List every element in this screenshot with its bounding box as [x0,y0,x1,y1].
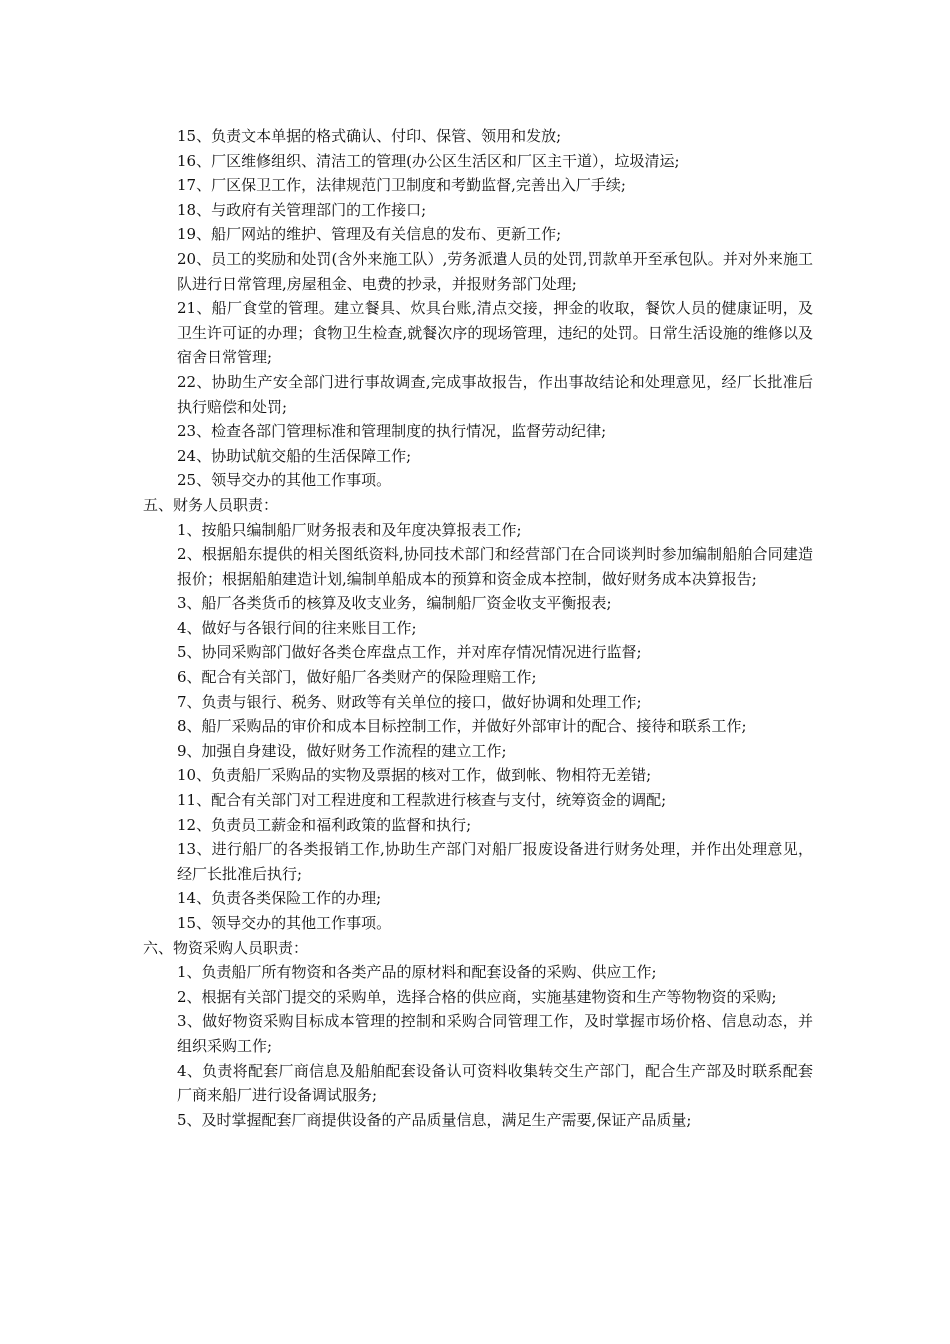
section-heading-finance: 五、财务人员职责： [143,495,279,514]
list-item: 7、负责与银行、税务、财政等有关单位的接口，做好协调和处理工作; [177,692,642,711]
list-item: 25、领导交办的其他工作事项。 [177,471,392,490]
list-item: 20、员工的奖励和处罚(含外来施工队）,劳务派遣人员的处罚,罚款单开至承包队。并对外来施工队进行日常管理,房屋租金、电费的抄录，并报财务部门处理; [177,249,813,293]
list-item: 16、厂区维修组织、清洁工的管理(办公区生活区和厂区主干道），垃圾清运; [177,151,680,170]
list-item: 1、按船只编制船厂财务报表和及年度决算报表工作; [177,520,522,539]
list-item: 15、领导交办的其他工作事项。 [177,914,392,932]
list-item: 13、进行船厂的各类报销工作,协助生产部门对船厂报废设备进行财务处理，并作出处理意见，经厂长批准后执行; [177,840,813,883]
list-item: 18、与政府有关管理部门的工作接口; [177,200,427,219]
document-body [143,124,813,1132]
list-item: 10、负责船厂采购品的实物及票据的核对工作，做到帐、物相符无差错; [177,766,652,785]
list-item: 2、根据船东提供的相关图纸资料,协同技术部门和经营部门在合同谈判时参加编制船舶合同建造报价；根据船舶建造计划,编制单船成本的预算和资金成本控制，做好财务成本决算报告; [177,545,813,588]
list-item: 1、负责船厂所有物资和各类产品的原材料和配套设备的采购、供应工作; [177,963,657,982]
list-item: 5、协同采购部门做好各类仓库盘点工作，并对库存情况情况进行监督; [177,643,642,662]
list-item: 6、配合有关部门，做好船厂各类财产的保险理赔工作; [177,668,537,687]
list-item: 3、做好物资采购目标成本管理的控制和采购合同管理工作，及时掌握市场价格、信息动态，并组织采购工作; [177,1012,813,1055]
list-item: 15、负责文本单据的格式确认、付印、保管、领用和发放; [177,127,562,145]
list-item: 9、加强自身建设，做好财务工作流程的建立工作; [177,741,507,760]
list-item: 3、船厂各类货币的核算及收支业务，编制船厂资金收支平衡报表; [177,594,612,613]
list-item: 23、检查各部门管理标准和管理制度的执行情况，监督劳动纪律; [177,422,607,441]
list-item: 8、船厂采购品的审价和成本目标控制工作，并做好外部审计的配合、接待和联系工作; [177,717,747,736]
list-item: 14、负责各类保险工作的办理; [177,889,382,908]
list-item: 12、负责员工薪金和福利政策的监督和执行; [177,815,472,834]
list-item: 24、协助试航交船的生活保障工作; [177,446,412,465]
list-item: 4、做好与各银行间的往来账目工作; [177,618,417,637]
list-item: 2、根据有关部门提交的采购单，选择合格的供应商，实施基建物资和生产等物物资的采购; [177,987,777,1006]
section-heading-procurement: 六、物资采购人员职责： [143,938,309,957]
list-item: 11、配合有关部门对工程进度和工程款进行核查与支付，统筹资金的调配; [177,791,667,810]
list-item: 5、及时掌握配套厂商提供设备的产品质量信息，满足生产需要,保证产品质量; [177,1110,692,1129]
list-item: 17、厂区保卫工作，法律规范门卫制度和考勤监督,完善出入厂手续; [177,176,626,195]
list-item: 19、船厂网站的维护、管理及有关信息的发布、更新工作; [177,225,562,244]
list-item: 4、负责将配套厂商信息及船舶配套设备认可资料收集转交生产部门，配合生产部及时联系配套厂商来船厂进行设备调试服务; [177,1061,813,1105]
list-item: 22、协助生产安全部门进行事故调查,完成事故报告，作出事故结论和处理意见，经厂长批准后执行赔偿和处罚; [177,372,813,416]
list-item: 21、船厂食堂的管理。建立餐具、炊具台账,清点交接，押金的收取，餐饮人员的健康证明，及卫生许可证的办理；食物卫生检查,就餐次序的现场管理，违纪的处罚。日常生活设施的维修以及宿舍日常管理; [177,299,813,367]
